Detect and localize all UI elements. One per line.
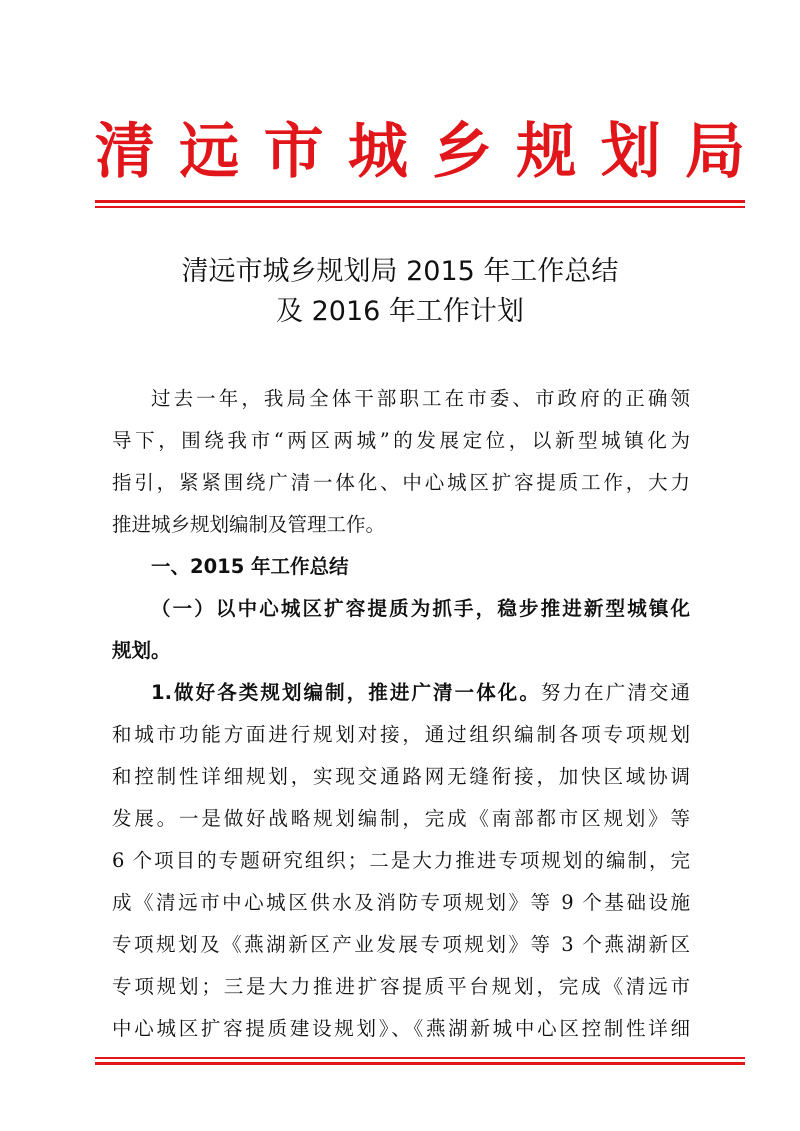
item-1-line: 专项规划；三是大力推进扩容提质平台规划，完成《清远市 bbox=[112, 975, 690, 998]
section-heading: 一、2015 年工作总结 bbox=[151, 555, 349, 578]
masthead-char: 乡 bbox=[432, 117, 493, 187]
item-1-line: 6 个项目的专题研究组织；二是大力推进专项规划的编制，完 bbox=[112, 849, 690, 872]
subsection-heading-line-1: （一）以中心城区扩容提质为抓手，稳步推进新型城镇化 bbox=[151, 597, 690, 620]
document-title-line-2: 及 2016 年工作计划 bbox=[276, 296, 524, 327]
item-1-lead-rest: 努力在广清交通 bbox=[540, 681, 690, 704]
masthead-char: 划 bbox=[600, 117, 661, 187]
masthead-rule-thin bbox=[95, 206, 745, 208]
masthead-char: 规 bbox=[516, 117, 577, 187]
item-1-line: 成《清远市中心城区供水及消防专项规划》等 9 个基础设施 bbox=[112, 891, 690, 914]
document-title-line-1: 清远市城乡规划局 2015 年工作总结 bbox=[181, 256, 619, 287]
footer-rule-thick bbox=[95, 1062, 745, 1065]
intro-line: 导下，围绕我市“两区两城”的发展定位，以新型城镇化为 bbox=[112, 429, 690, 452]
masthead-rule-thick bbox=[95, 200, 745, 203]
item-1-lead: 1.做好各类规划编制，推进广清一体化。 bbox=[151, 681, 541, 704]
masthead-char: 远 bbox=[179, 117, 240, 187]
item-1-line: 和控制性详细规划，实现交通路网无缝衔接，加快区域协调 bbox=[112, 765, 690, 788]
masthead-title bbox=[95, 112, 745, 192]
footer-rule-thin bbox=[95, 1057, 745, 1059]
item-1-line: 发展。一是做好战略规划编制，完成《南部都市区规划》等 bbox=[112, 807, 690, 830]
masthead-char: 城 bbox=[347, 117, 408, 187]
item-1-line: 中心城区扩容提质建设规划》、《燕湖新城中心区控制性详细 bbox=[112, 1017, 690, 1040]
masthead-char: 清 bbox=[95, 117, 155, 187]
item-1-line: 和城市功能方面进行规划对接，通过组织编制各项专项规划 bbox=[112, 723, 690, 746]
subsection-heading-line-2: 规划。 bbox=[112, 639, 171, 662]
item-1-lead-line bbox=[112, 672, 690, 713]
intro-line: 过去一年，我局全体干部职工在市委、市政府的正确领 bbox=[151, 387, 690, 410]
intro-line: 指引，紧紧围绕广清一体化、中心城区扩容提质工作，大力 bbox=[112, 471, 690, 494]
masthead-char: 市 bbox=[263, 117, 324, 187]
item-1-line: 专项规划及《燕湖新区产业发展专项规划》等 3 个燕湖新区 bbox=[112, 933, 690, 956]
masthead-char: 局 bbox=[684, 117, 745, 187]
intro-line: 推进城乡规划编制及管理工作。 bbox=[112, 513, 386, 536]
